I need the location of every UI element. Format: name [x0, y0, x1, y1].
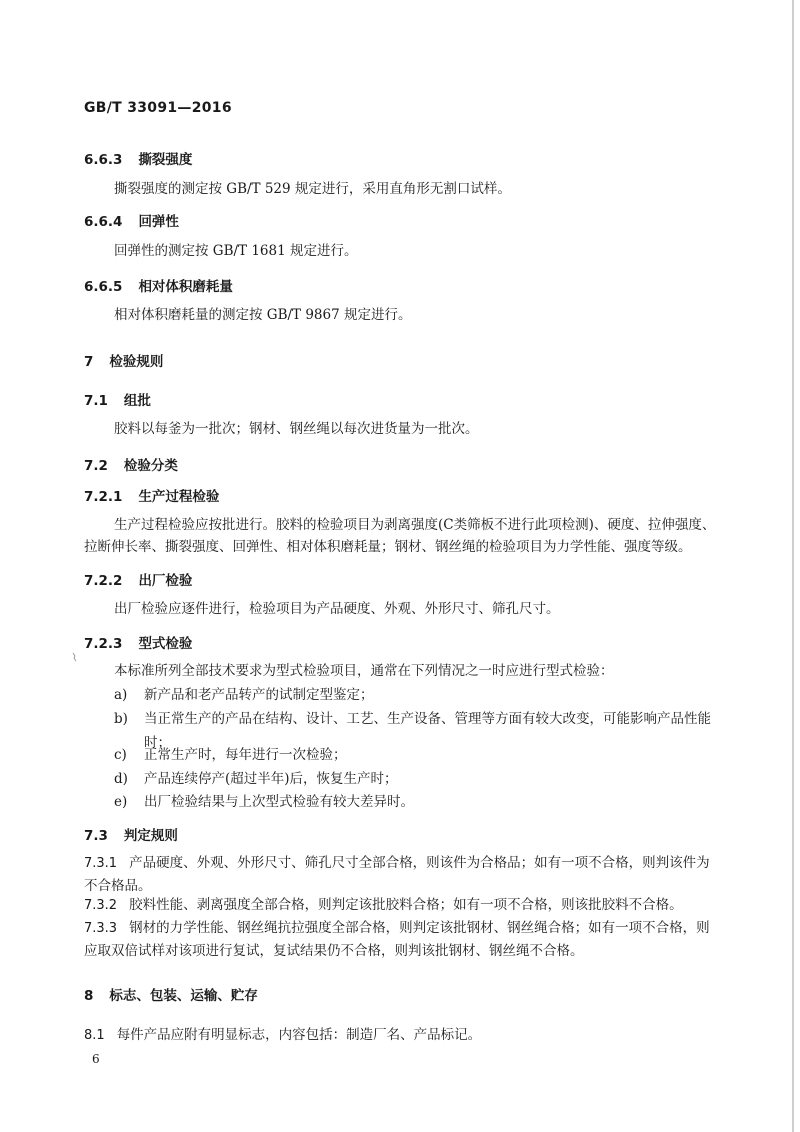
- list-text: 当正常生产的产品在结构、设计、工艺、生产设备、管理等方面有较大改变，可能影响产品性能时；: [144, 711, 711, 751]
- clause-7-3-1: [84, 852, 716, 897]
- section-number: 7.2: [84, 458, 108, 474]
- section-number: 6.6.5: [84, 279, 123, 295]
- heading-6-6-3: [84, 148, 192, 168]
- section-title: 判定规则: [123, 828, 178, 844]
- section-number: 7.2.1: [84, 489, 123, 505]
- section-number: 8: [84, 988, 94, 1004]
- standard-code: GB/T 33091—2016: [84, 100, 232, 116]
- clause-7-3-3: [84, 917, 716, 962]
- paragraph-7-2-1: 生产过程检验应按批进行。胶料的检验项目为剥离强度(C类筛板不进行此项检测)、硬度、拉伸强度、拉断伸长率、撕裂强度、回弹性、相对体积磨耗量；钢材、钢丝绳的检验项目为力学性能、强度等级。: [84, 517, 716, 555]
- section-number: 7.1: [84, 393, 108, 409]
- list-text: 正常生产时，每年进行一次检验；: [144, 747, 347, 763]
- list-item: [114, 790, 716, 814]
- section-title: 回弹性: [138, 214, 179, 230]
- section-number: 7.2.2: [84, 573, 123, 589]
- clause-number: 7.3.2: [84, 898, 118, 913]
- list-text: 新产品和老产品转产的试制定型鉴定；: [144, 687, 374, 703]
- clause-text: 产品硬度、外观、外形尺寸、筛孔尺寸全部合格，则该件为合格品；如有一项不合格，则判该件为不合格品。: [84, 855, 710, 894]
- page-edge-shadow: [792, 0, 794, 1132]
- list-marker: c): [114, 747, 127, 763]
- clause-text: 钢材的力学性能、钢丝绳抗拉强度全部合格，则判定该批钢材、钢丝绳合格；如有一项不合格，则应取双倍试样对该项进行复试，复试结果仍不合格，则判该批钢材、钢丝绳不合格。: [84, 920, 710, 959]
- list-item: [114, 683, 716, 707]
- clause-7-3-2: [84, 894, 716, 917]
- paragraph-6-6-5: 相对体积磨耗量的测定按 GB/T 9867 规定进行。: [114, 307, 412, 323]
- paragraph-6-6-3: 撕裂强度的测定按 GB/T 529 规定进行，采用直角形无割口试样。: [114, 181, 511, 197]
- heading-7-3: [84, 824, 178, 844]
- section-number: 6.6.3: [84, 152, 123, 168]
- heading-8: [84, 984, 258, 1004]
- clause-text: 胶料性能、剥离强度全部合格，则判定该批胶料合格；如有一项不合格，则该批胶料不合格。: [129, 897, 683, 913]
- section-number: 7: [84, 354, 94, 370]
- paragraph-7-1: 胶料以每釜为一批次；钢材、钢丝绳以每次进货量为一批次。: [114, 421, 479, 437]
- section-title: 相对体积磨耗量: [138, 279, 233, 295]
- section-title: 型式检验: [138, 636, 193, 652]
- list-text: 产品连续停产(超过半年)后，恢复生产时；: [144, 771, 398, 787]
- list-item: [114, 743, 716, 767]
- scan-smudge-mark: [72, 652, 78, 662]
- section-title: 出厂检验: [138, 573, 193, 589]
- list-text: 出厂检验结果与上次型式检验有较大差异时。: [144, 794, 414, 810]
- section-title: 撕裂强度: [138, 152, 193, 168]
- section-title: 组批: [123, 393, 151, 409]
- list-item: [114, 767, 716, 791]
- heading-7-2-3: [84, 632, 192, 652]
- section-title: 标志、包装、运输、贮存: [109, 988, 258, 1004]
- paragraph-7-2-2: 出厂检验应逐件进行，检验项目为产品硬度、外观、外形尺寸、筛孔尺寸。: [114, 601, 560, 617]
- clause-number: 8.1: [84, 1028, 105, 1043]
- clause-text: 每件产品应附有明显标志，内容包括：制造厂名、产品标记。: [116, 1027, 482, 1043]
- page-number: 6: [92, 1052, 100, 1066]
- paragraph-6-6-4: 回弹性的测定按 GB/T 1681 规定进行。: [114, 243, 358, 259]
- heading-7-2-2: [84, 569, 192, 589]
- clause-number: 7.3.3: [84, 921, 118, 936]
- section-title: 检验分类: [123, 458, 178, 474]
- heading-7-2-1: [84, 485, 219, 505]
- heading-6-6-4: [84, 210, 179, 230]
- section-number: 7.3: [84, 828, 108, 844]
- list-marker: d): [114, 771, 128, 787]
- list-marker: e): [114, 794, 128, 810]
- heading-6-6-5: [84, 275, 233, 295]
- clause-number: 7.3.1: [84, 856, 118, 871]
- heading-7: [84, 350, 163, 370]
- clause-8-1: [84, 1024, 716, 1047]
- section-title: 生产过程检验: [138, 489, 220, 505]
- section-number: 6.6.4: [84, 214, 123, 230]
- list-marker: b): [114, 711, 128, 727]
- list-marker: a): [114, 687, 128, 703]
- section-number: 7.2.3: [84, 636, 123, 652]
- heading-7-1: [84, 389, 151, 409]
- heading-7-2: [84, 454, 178, 474]
- section-title: 检验规则: [109, 354, 164, 370]
- paragraph-7-2-3: 本标准所列全部技术要求为型式检验项目，通常在下列情况之一时应进行型式检验：: [114, 663, 614, 679]
